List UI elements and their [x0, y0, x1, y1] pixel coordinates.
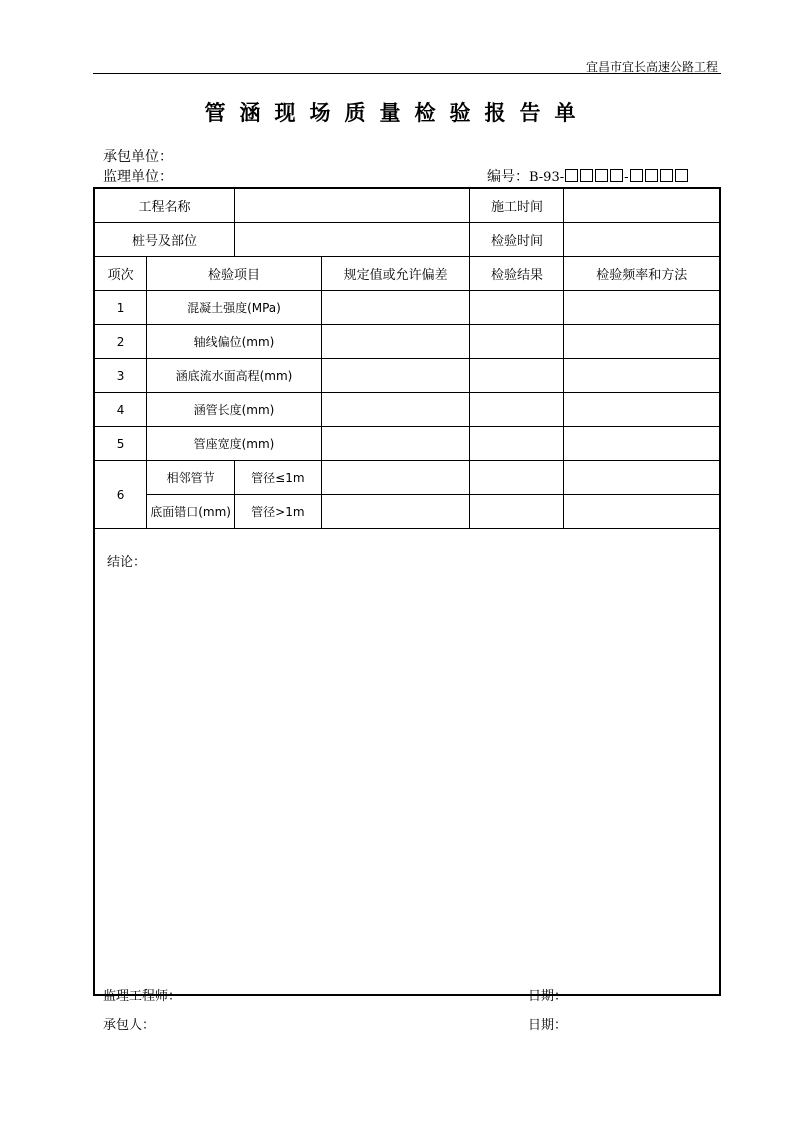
row-method-cell[interactable]: [564, 291, 720, 325]
inspection-table: [93, 187, 721, 996]
serial-box[interactable]: [630, 169, 643, 182]
header-divider: [93, 73, 721, 74]
row-item: 涵底流水面高程(mm): [147, 359, 322, 393]
supervising-engineer-label: 监理工程师：: [103, 989, 182, 1004]
supervisor-unit-label: 监理单位：: [103, 169, 173, 185]
row-result-cell[interactable]: [470, 461, 564, 495]
row-spec-cell[interactable]: [321, 393, 470, 427]
conclusion-field[interactable]: [94, 529, 720, 996]
row-method-cell[interactable]: [564, 427, 720, 461]
table-row: [94, 291, 720, 325]
project-header: 宜昌市宜长高速公路工程: [585, 60, 718, 74]
project-name-value[interactable]: [234, 188, 470, 223]
serial-box[interactable]: [675, 169, 688, 182]
row-item: 涵管长度(mm): [147, 393, 322, 427]
row-subitem-diameter-small: 管径≤1m: [234, 461, 321, 495]
row-spec-cell[interactable]: [321, 359, 470, 393]
row-spec-cell[interactable]: [321, 291, 470, 325]
row-spec-cell[interactable]: [321, 427, 470, 461]
engineer-date-label: 日期：: [528, 989, 568, 1004]
row-item-bottom-offset: 底面错口(mm): [147, 495, 235, 529]
row-number: 1: [94, 291, 147, 325]
row-item-adjacent-pipe: 相邻管节: [147, 461, 235, 495]
column-header-result: 检验结果: [470, 257, 564, 291]
row-spec-cell[interactable]: [321, 325, 470, 359]
row-result-cell[interactable]: [470, 359, 564, 393]
serial-separator: -: [624, 170, 629, 185]
row-result-cell[interactable]: [470, 291, 564, 325]
table-row: [94, 495, 720, 529]
column-header-spec: 规定值或允许偏差: [321, 257, 470, 291]
serial-box[interactable]: [595, 169, 608, 182]
row-subitem-diameter-large: 管径>1m: [234, 495, 321, 529]
row-method-cell[interactable]: [564, 393, 720, 427]
row-result-cell[interactable]: [470, 427, 564, 461]
row-number: 3: [94, 359, 147, 393]
row-result-cell[interactable]: [470, 325, 564, 359]
serial-box[interactable]: [610, 169, 623, 182]
table-row: [94, 427, 720, 461]
table-row: [94, 461, 720, 495]
row-number: 6: [94, 461, 147, 529]
serial-label: 编号：: [487, 169, 529, 185]
row-spec-cell[interactable]: [321, 461, 470, 495]
conclusion-label: 结论：: [107, 555, 147, 570]
conclusion-row: [94, 529, 720, 996]
table-row: [94, 393, 720, 427]
row-method-cell[interactable]: [564, 325, 720, 359]
contractor-date-label: 日期：: [528, 1018, 568, 1033]
serial-prefix: B-93-: [529, 170, 565, 185]
row-method-cell[interactable]: [564, 495, 720, 529]
row-method-cell[interactable]: [564, 359, 720, 393]
inspection-time-value[interactable]: [564, 223, 720, 257]
construction-time-value[interactable]: [564, 188, 720, 223]
column-header-item-no: 项次: [94, 257, 147, 291]
row-item: 管座宽度(mm): [147, 427, 322, 461]
construction-time-label: 施工时间: [470, 188, 564, 223]
project-name-label: 工程名称: [94, 188, 234, 223]
column-header-method: 检验频率和方法: [564, 257, 720, 291]
station-label: 桩号及部位: [94, 223, 234, 257]
row-result-cell[interactable]: [470, 393, 564, 427]
row-number: 2: [94, 325, 147, 359]
station-value[interactable]: [234, 223, 470, 257]
row-spec-cell[interactable]: [321, 495, 470, 529]
serial-number: [487, 166, 689, 186]
row-number: 4: [94, 393, 147, 427]
row-item: 混凝土强度(MPa): [147, 291, 322, 325]
row-number: 5: [94, 427, 147, 461]
contractor-unit-label: 承包单位：: [103, 149, 173, 165]
contractor-signature-label: 承包人：: [103, 1018, 156, 1033]
serial-box[interactable]: [645, 169, 658, 182]
row-item: 轴线偏位(mm): [147, 325, 322, 359]
row-method-cell[interactable]: [564, 461, 720, 495]
column-header-item: 检验项目: [147, 257, 322, 291]
table-row: [94, 188, 720, 223]
inspection-time-label: 检验时间: [470, 223, 564, 257]
serial-box[interactable]: [580, 169, 593, 182]
table-header-row: [94, 257, 720, 291]
serial-box[interactable]: [565, 169, 578, 182]
table-row: [94, 325, 720, 359]
row-result-cell[interactable]: [470, 495, 564, 529]
table-row: [94, 223, 720, 257]
page-title: 管涵现场质量检验报告单: [204, 100, 590, 125]
serial-box[interactable]: [660, 169, 673, 182]
table-row: [94, 359, 720, 393]
